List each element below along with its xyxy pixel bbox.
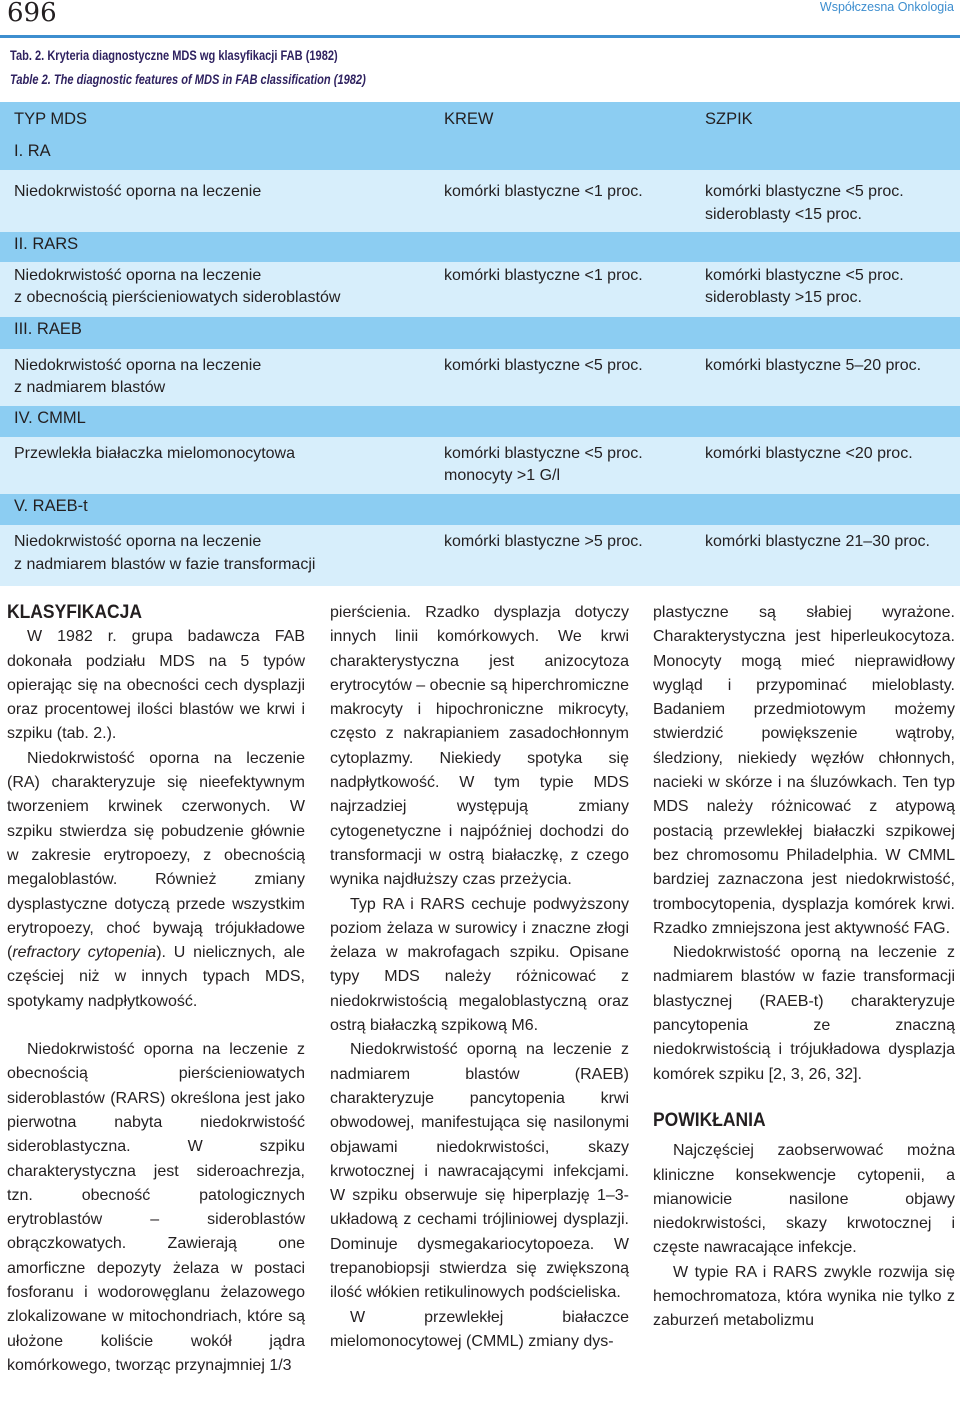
group-body-raeb: [0, 349, 960, 406]
group-header-raeb-t: [0, 494, 960, 525]
column-header-blood: KREW: [444, 110, 494, 128]
group-title: II. RARS: [14, 235, 79, 253]
group-body-ra: [0, 170, 960, 232]
group-body-cmml: [0, 437, 960, 494]
group-header-cmml: [0, 406, 960, 437]
paragraph: W typie RA i RARS zwykle rozwija się hemochromatoza, która wynika nie tylko z zaburzeń metabolizmu: [653, 1263, 955, 1330]
group-header-rars: [0, 232, 960, 262]
paragraph: pierścienia. Rzadko dysplazja dotyczy innych linii komórkowych. We krwi charakterystyczna jest anizocytoza erytrocytów – obecnie są hiperchromiczne makrocyty i hipochroniczne mikrocyty, często z nakrapianiem zasadochłonnym cytoplazmy. Niekiedy spotyka się nadpłytkowość. W tym typie MDS najrzadziej występują zmiany cytogenetyczne i najpóźniej dochodzi do transformacji w ostrą białaczkę, z czego wynika najdłuższy czas przeżycia.: [330, 604, 629, 889]
table-caption-en: Table 2. The diagnostic features of MDS in FAB classification (1982): [10, 72, 366, 87]
group-title: V. RAEB-t: [14, 497, 88, 515]
text-column-3: [653, 601, 955, 1334]
table-cell: komórki blastyczne 5–20 proc.: [705, 357, 922, 374]
table-cell: monocyty >1 G/l: [444, 467, 561, 484]
group-body-raeb-t: [0, 525, 960, 586]
text-run: Niedokrwistość oporna na leczenie (RA) charakteryzuje się nieefektywnym tworzeniem krwinek czerwonych. W szpiku stwierdza się pobudzenie głównie w zakresie erytropoezy, z obecnością megaloblastów. Również zmiany dysplastyczne dotyczą przede wszystkim erytropoezy, choć bywają trójukładowe (: [7, 749, 305, 962]
text-column-1: [7, 601, 305, 1378]
page-number: 696: [7, 0, 57, 28]
column-header-type: TYP MDS: [14, 110, 88, 128]
table-cell: sideroblasty <15 proc.: [705, 206, 862, 223]
table-cell: Przewlekła białaczka mielomonocytowa: [14, 445, 296, 462]
table-cell: komórki blastyczne <20 proc.: [705, 445, 913, 462]
table-cell: z obecnością pierścieniowatych sideroblastów: [14, 289, 341, 306]
table-header-row: [0, 102, 960, 139]
paragraph: W przewlekłej białaczce mielomonocytowej (CMML) zmiany dys-: [330, 1308, 629, 1350]
paragraph: Najczęściej zaobserwować można kliniczne konsekwencje cytopenii, a mianowicie nasilone objawy niedokrwistości, skazy krwotocznej i częste nawracające infekcje.: [653, 1142, 955, 1257]
table-cell: komórki blastyczne <5 proc.: [444, 445, 643, 462]
paragraph: Typ RA i RARS cechuje podwyższony poziom żelaza w surowicy i znaczne złogi żelaza w makrofagach szpiku. Opisane typy MDS należy różnicować z niedokrwistością megaloblastyczną oraz ostrą białaczką szpikową M6.: [330, 895, 629, 1035]
table-cell: z nadmiarem blastów: [14, 379, 166, 396]
table-cell: z nadmiarem blastów w fazie transformacji: [14, 556, 316, 573]
text-run: ). U nielicznych, ale częściej niż w innych typach MDS, spotykamy nadpłytkowość.: [7, 944, 305, 1010]
table-cell: Niedokrwistość oporna na leczenie: [14, 533, 262, 550]
header-rule: [0, 35, 960, 38]
column-header-marrow: SZPIK: [705, 110, 753, 128]
table-cell: komórki blastyczne 21–30 proc.: [705, 533, 930, 550]
paragraph: Niedokrwistość oporną na leczenie z nadmiarem blastów w fazie transformacji blastycznej (RAEB-t) charakteryzuje pancytopenia ze znaczną niedokrwistością i trójukładowa dysplazja komórek szpiku [2, 3, 26, 32].: [653, 944, 955, 1083]
paragraph: Niedokrwistość oporna na leczenie z obecnością pierścieniowatych sideroblastów (RARS) określona jest jako pierwotna nabyta niedokrwistość sideroblastyczna. W szpiku charakterystyczna jest sideroachrezja, tzn. obecność patologicznych erytroblastów – sideroblastów obrączkowatych. Zawierają one amorficzne depozyty żelaza w postaci fosforanu i wodorowęglanu żelazowego zlokalizowane w mitochondriach, które są ułożone koliście wokół jądra komórkowego, tworząc przynajmniej 1/3: [7, 1041, 305, 1374]
table-cell: komórki blastyczne >5 proc.: [444, 533, 643, 550]
group-title: IV. CMML: [14, 409, 86, 427]
section-gap: [653, 1087, 955, 1109]
section-heading-classification: KLASYFIKACJA: [7, 602, 142, 623]
table-cell: komórki blastyczne <1 proc.: [444, 267, 643, 284]
table-cell: Niedokrwistość oporna na leczenie: [14, 357, 262, 374]
table-cell: komórki blastyczne <1 proc.: [444, 183, 643, 200]
fab-criteria-table: [0, 102, 960, 586]
table-cell: komórki blastyczne <5 proc.: [444, 357, 643, 374]
group-title: I. RA: [14, 142, 51, 160]
table-cell: Niedokrwistość oporna na leczenie: [14, 183, 262, 200]
italic-term: refractory cytopenia: [12, 944, 157, 962]
table-cell: komórki blastyczne <5 proc.: [705, 267, 904, 284]
paragraph: plastyczne są słabiej wyrażone. Charakterystyczna jest hiperleukocytoza. Monocyty mogą mieć nieprawidłowy wygląd i przypominać mieloblasty. Badaniem przedmiotowym możemy stwierdzić powiększenie wątroby, śledziony, niekiedy węzłów chłonnych, nacieki w skórze i na śluzówkach. Ten typ MDS należy różnicować z atypową postacią przewlekłej białaczki szpikowej bez chromosomu Philadelphia. W CMML bardziej zaznaczona jest niedokrwistość, trombocytopenia, dysplazja komórek krwi. Rzadko zmniejszona jest aktywność FAG.: [653, 604, 955, 937]
group-title: III. RAEB: [14, 320, 82, 338]
paragraph: W 1982 r. grupa badawcza FAB dokonała podziału MDS na 5 typów opierając się na obecności cech dysplazji oraz procentowej ilości blastów we krwi i szpiku (tab. 2.).: [7, 628, 305, 743]
table-cell: sideroblasty >15 proc.: [705, 289, 862, 306]
paragraph: [7, 747, 305, 1014]
table-cell: Niedokrwistość oporna na leczenie: [14, 267, 262, 284]
group-body-rars: [0, 262, 960, 317]
journal-name: Współczesna Onkologia: [819, 0, 954, 14]
paragraph-gap: [7, 1014, 305, 1038]
table-cell: komórki blastyczne <5 proc.: [705, 183, 904, 200]
section-heading-complications: POWIKŁANIA: [653, 1109, 766, 1131]
group-header-ra: [0, 139, 960, 170]
paragraph: Niedokrwistość oporną na leczenie z nadmiarem blastów (RAEB) charakteryzuje pancytopenia krwi obwodowej, manifestująca się nasilonymi objawami niedokrwistości, skazy krwotocznej i nawracającymi infekcjami. W szpiku obserwuje się hiperplazję 1–3-układową z cechami trójliniowej dysplazji. Dominuje dysmegakariocytopoeza. W trepanobiopsji stwierdza się zwiększoną ilość włókien retikulinowych podścieliska.: [330, 1041, 629, 1302]
table-caption-pl: Tab. 2. Kryteria diagnostyczne MDS wg klasyfikacji FAB (1982): [10, 48, 338, 63]
text-column-2: [330, 601, 629, 1354]
group-header-raeb: [0, 317, 960, 349]
